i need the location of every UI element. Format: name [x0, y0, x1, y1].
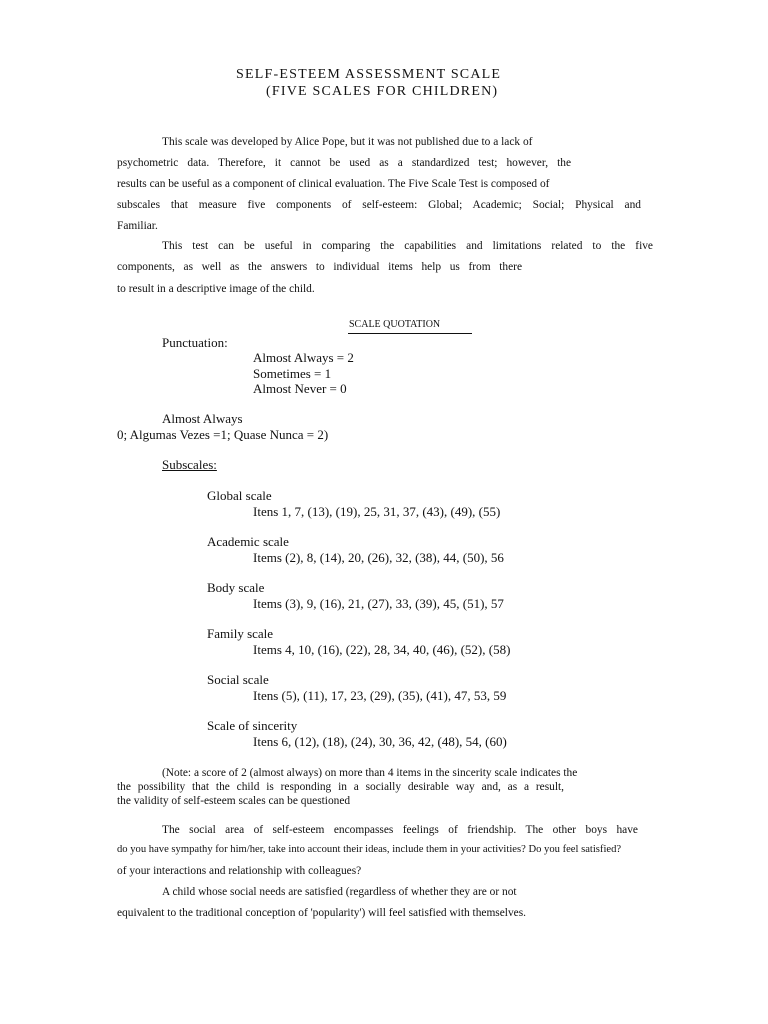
subscales-heading: Subscales:: [162, 457, 217, 472]
intro-p2-line: to result in a descriptive image of the child.: [117, 283, 315, 295]
social-line: A child whose social needs are satisfied (regardless of whether they are or not: [162, 886, 517, 898]
intro-p1-line: subscales that measure five components of self-esteem: Global; Academic; Social; Physical and: [117, 199, 641, 211]
intro-p1-line: psychometric data. Therefore, it cannot be used as a standardized test; however, the: [117, 157, 571, 169]
score-line: Almost Always = 2: [253, 350, 354, 365]
intro-p1-line: This scale was developed by Alice Pope, but it was not published due to a lack of: [162, 136, 533, 148]
subscale-items: Items 4, 10, (16), (22), 28, 34, 40, (46), (52), (58): [253, 642, 511, 657]
heading-underline: [348, 333, 472, 334]
social-line: The social area of self-esteem encompasses feelings of friendship. The other boys have: [162, 824, 638, 836]
social-line: do you have sympathy for him/her, take into account their ideas, include them in your activities? Do you feel satisfied?: [117, 844, 622, 855]
page-subtitle: (FIVE SCALES FOR CHILDREN): [266, 84, 499, 99]
subscale-name: Academic scale: [207, 534, 289, 549]
scale-quotation-heading: SCALE QUOTATION: [349, 319, 441, 330]
subscale-name: Social scale: [207, 672, 269, 687]
subscale-name: Scale of sincerity: [207, 718, 298, 733]
social-line: of your interactions and relationship with colleagues?: [117, 865, 362, 877]
page-title: SELF-ESTEEM ASSESSMENT SCALE: [236, 67, 502, 82]
intro-p1-line: Familiar.: [117, 220, 158, 232]
subscale-items: Items (3), 9, (16), 21, (27), 33, (39), 45, (51), 57: [253, 596, 504, 611]
note-line: the possibility that the child is responding in a socially desirable way and, as a result,: [117, 781, 564, 793]
reverse-note-line: 0; Algumas Vezes =1; Quase Nunca = 2): [117, 427, 329, 442]
note-line: (Note: a score of 2 (almost always) on more than 4 items in the sincerity scale indicates the: [162, 767, 578, 779]
subscale-name: Body scale: [207, 580, 265, 595]
subscale-items: Items (2), 8, (14), 20, (26), 32, (38), 44, (50), 56: [253, 550, 504, 565]
note-line: the validity of self-esteem scales can be questioned: [117, 795, 351, 807]
punctuation-label: Punctuation:: [162, 335, 228, 350]
reverse-note-line: Almost Always: [162, 411, 243, 426]
subscale-items: Itens 1, 7, (13), (19), 25, 31, 37, (43), (49), (55): [253, 504, 501, 519]
score-line: Sometimes = 1: [253, 366, 332, 381]
subscale-name: Global scale: [207, 488, 272, 503]
subscale-items: Itens (5), (11), 17, 23, (29), (35), (41), 47, 53, 59: [253, 688, 507, 703]
score-line: Almost Never = 0: [253, 381, 347, 396]
social-line: equivalent to the traditional conception of 'popularity') will feel satisfied with themselves.: [117, 907, 526, 919]
subscale-name: Family scale: [207, 626, 274, 641]
intro-p2-line: This test can be useful in comparing the capabilities and limitations related to the five: [162, 240, 653, 252]
intro-p1-line: results can be useful as a component of clinical evaluation. The Five Scale Test is composed of: [117, 178, 550, 190]
subscale-items: Itens 6, (12), (18), (24), 30, 36, 42, (48), 54, (60): [253, 734, 507, 749]
intro-p2-line: components, as well as the answers to individual items help us from there: [117, 261, 522, 273]
